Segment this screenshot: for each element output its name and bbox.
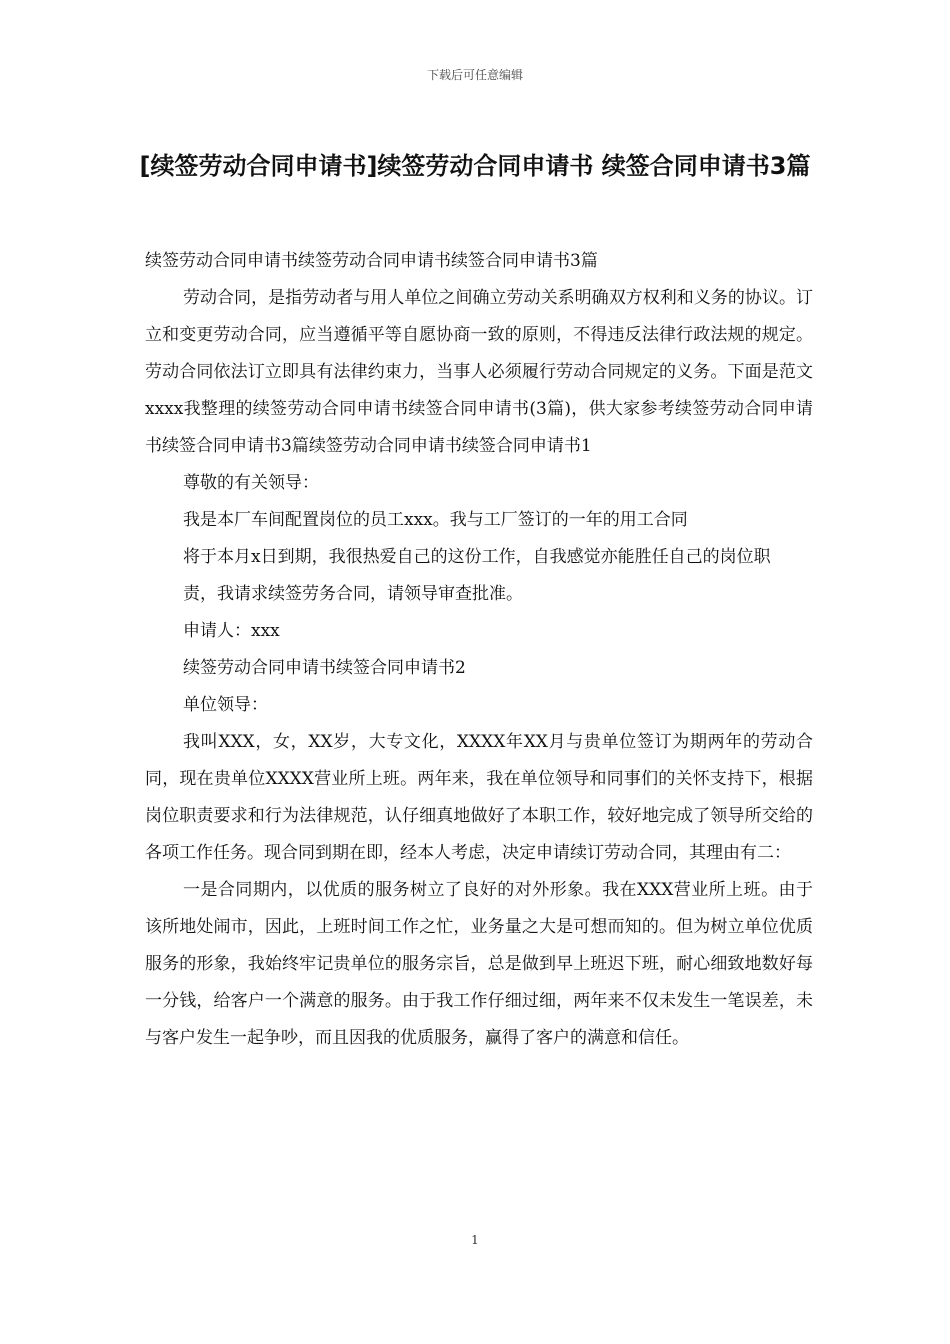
body-paragraph: 责，我请求续签劳务合同，请领导审查批准。 <box>183 584 523 604</box>
document-body <box>145 243 813 1057</box>
document-title: [续签劳动合同申请书]续签劳动合同申请书 续签合同申请书3篇 <box>139 152 811 180</box>
body-paragraph: 一是合同期内，以优质的服务树立了良好的对外形象。我在XXX营业所上班。由于该所地处闹市，因此，上班时间工作之忙，业务量之大是可想而知的。但为树立单位优质服务的形象，我始终牢记贵单位的服务宗旨，总是做到早上班迟下班，耐心细致地数好每一分钱，给客户一个满意的服务。由于我工作仔细过细，两年来不仅未发生一笔误差，未与客户发生一起争吵，而且因我的优质服务，赢得了客户的满意和信任。 <box>145 880 813 1048</box>
salutation-1: 尊敬的有关领导： <box>183 473 319 493</box>
salutation-2: 单位领导： <box>183 695 268 715</box>
section-heading-2: 续签劳动合同申请书续签合同申请书2 <box>183 658 466 678</box>
applicant-line: 申请人：xxx <box>183 621 280 641</box>
subtitle-paragraph: 续签劳动合同申请书续签劳动合同申请书续签合同申请书3篇 <box>145 251 598 271</box>
body-paragraph: 将于本月x日到期，我很热爱自己的这份工作，自我感觉亦能胜任自己的岗位职 <box>183 547 771 567</box>
page-number: 1 <box>471 1233 479 1247</box>
intro-paragraph: 劳动合同，是指劳动者与用人单位之间确立劳动关系明确双方权利和义务的协议。订立和变更劳动合同，应当遵循平等自愿协商一致的原则，不得违反法律行政法规的规定。劳动合同依法订立即具有法律约束力，当事人必须履行劳动合同规定的义务。下面是范文xxxx我整理的续签劳动合同申请书续签合同申请书(3篇)，供大家参考续签劳动合同申请书续签合同申请书3篇续签劳动合同申请书续签合同申请书1 <box>145 288 813 456</box>
body-paragraph: 我叫XXX，女，XX岁，大专文化，XXXX年XX月与贵单位签订为期两年的劳动合同，现在贵单位XXXX营业所上班。两年来，我在单位领导和同事们的关怀支持下，根据岗位职责要求和行为法律规范，认仔细真地做好了本职工作，较好地完成了领导所交给的各项工作任务。现合同到期在即，经本人考虑，决定申请续订劳动合同，其理由有二： <box>145 732 813 863</box>
page-header-note: 下载后可任意编辑 <box>426 68 523 82</box>
body-paragraph: 我是本厂车间配置岗位的员工xxx。我与工厂签订的一年的用工合同 <box>183 510 688 530</box>
